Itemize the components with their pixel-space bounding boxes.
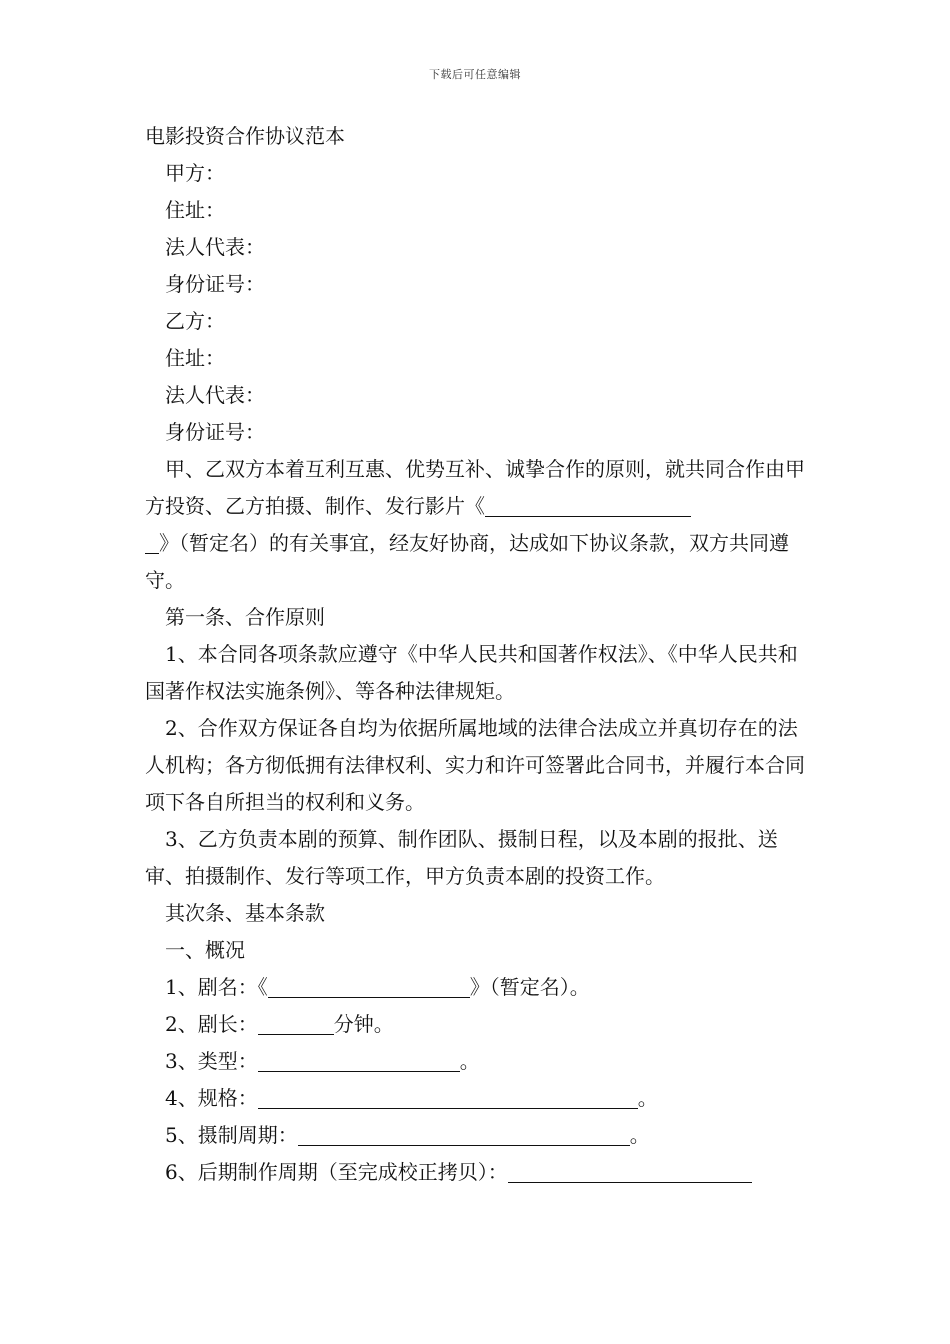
- party-b-legal-rep: 法人代表：: [165, 383, 265, 407]
- party-a-address: 住址：: [165, 198, 225, 222]
- field-shooting-period-label: 5、摄制周期：: [165, 1123, 298, 1147]
- post-production-blank: [508, 1158, 752, 1183]
- intro-paragraph: [145, 451, 810, 599]
- party-b-id-number: 身份证号：: [165, 420, 265, 444]
- party-b-label: 乙方：: [165, 309, 225, 333]
- field-film-spec-label: 4、规格：: [165, 1086, 258, 1110]
- film-title-blank: [485, 492, 691, 517]
- intro-text-part1: 甲、乙双方本着互利互惠、优势互补、诚挚合作的原则，就共同合作由甲方投资、乙方拍摄、制作、发行影片《: [145, 457, 805, 518]
- field-shooting-period-suffix: 。: [629, 1123, 650, 1147]
- party-a-legal-rep: 法人代表：: [165, 235, 265, 259]
- party-a-id-number: 身份证号：: [165, 272, 265, 296]
- field-film-type-suffix: 。: [459, 1049, 480, 1073]
- shooting-period-blank: [298, 1121, 630, 1146]
- field-post-production-label: 6、后期制作周期（至完成校正拷贝）：: [165, 1160, 508, 1184]
- party-b-address: 住址：: [165, 346, 225, 370]
- document-body: [145, 118, 810, 1191]
- field-film-spec-suffix: 。: [637, 1086, 658, 1110]
- section-overview-heading: 一、概况: [165, 938, 245, 962]
- field-film-name: [145, 969, 810, 1006]
- field-shooting-period: [145, 1117, 810, 1154]
- article1-item-3: 3、乙方负责本剧的预算、制作团队、摄制日程，以及本剧的报批、送审、拍摄制作、发行等项工作，甲方负责本剧的投资工作。: [145, 827, 778, 888]
- field-film-type: [145, 1043, 810, 1080]
- field-film-length-suffix: 分钟。: [333, 1012, 394, 1036]
- field-film-type-label: 3、类型：: [165, 1049, 258, 1073]
- film-title-blank-continued: [145, 529, 159, 554]
- party-a-label: 甲方：: [165, 161, 225, 185]
- article1-item-2: 2、合作双方保证各自均为依据所属地域的法律合法成立并真切存在的法人机构；各方彻低拥有法律权利、实力和许可签署此合同书，并履行本合同项下各自所担当的权利和义务。: [145, 716, 805, 814]
- article1-heading: 第一条、合作原则: [165, 605, 325, 629]
- film-type-blank: [258, 1047, 460, 1072]
- field-film-spec: [145, 1080, 810, 1117]
- page-header-note: 下载后可任意编辑: [429, 68, 521, 81]
- film-length-blank: [258, 1010, 334, 1035]
- field-post-production-period: [145, 1154, 810, 1191]
- article2-heading: 其次条、基本条款: [165, 901, 325, 925]
- article1-item-1: 1、本合同各项条款应遵守《中华人民共和国著作权法》、《中华人民共和国著作权法实施条例》、等各种法律规矩。: [145, 642, 798, 703]
- document-title: 电影投资合作协议范本: [145, 124, 345, 148]
- film-spec-blank: [258, 1084, 638, 1109]
- field-film-name-suffix: 》（暂定名）。: [469, 975, 590, 999]
- field-film-length: [145, 1006, 810, 1043]
- film-name-blank: [268, 973, 470, 998]
- field-film-name-label: 1、剧名：《: [165, 975, 268, 999]
- field-film-length-label: 2、剧长：: [165, 1012, 258, 1036]
- intro-text-part2: 》（暂定名）的有关事宜，经友好协商，达成如下协议条款，双方共同遵守。: [145, 531, 789, 592]
